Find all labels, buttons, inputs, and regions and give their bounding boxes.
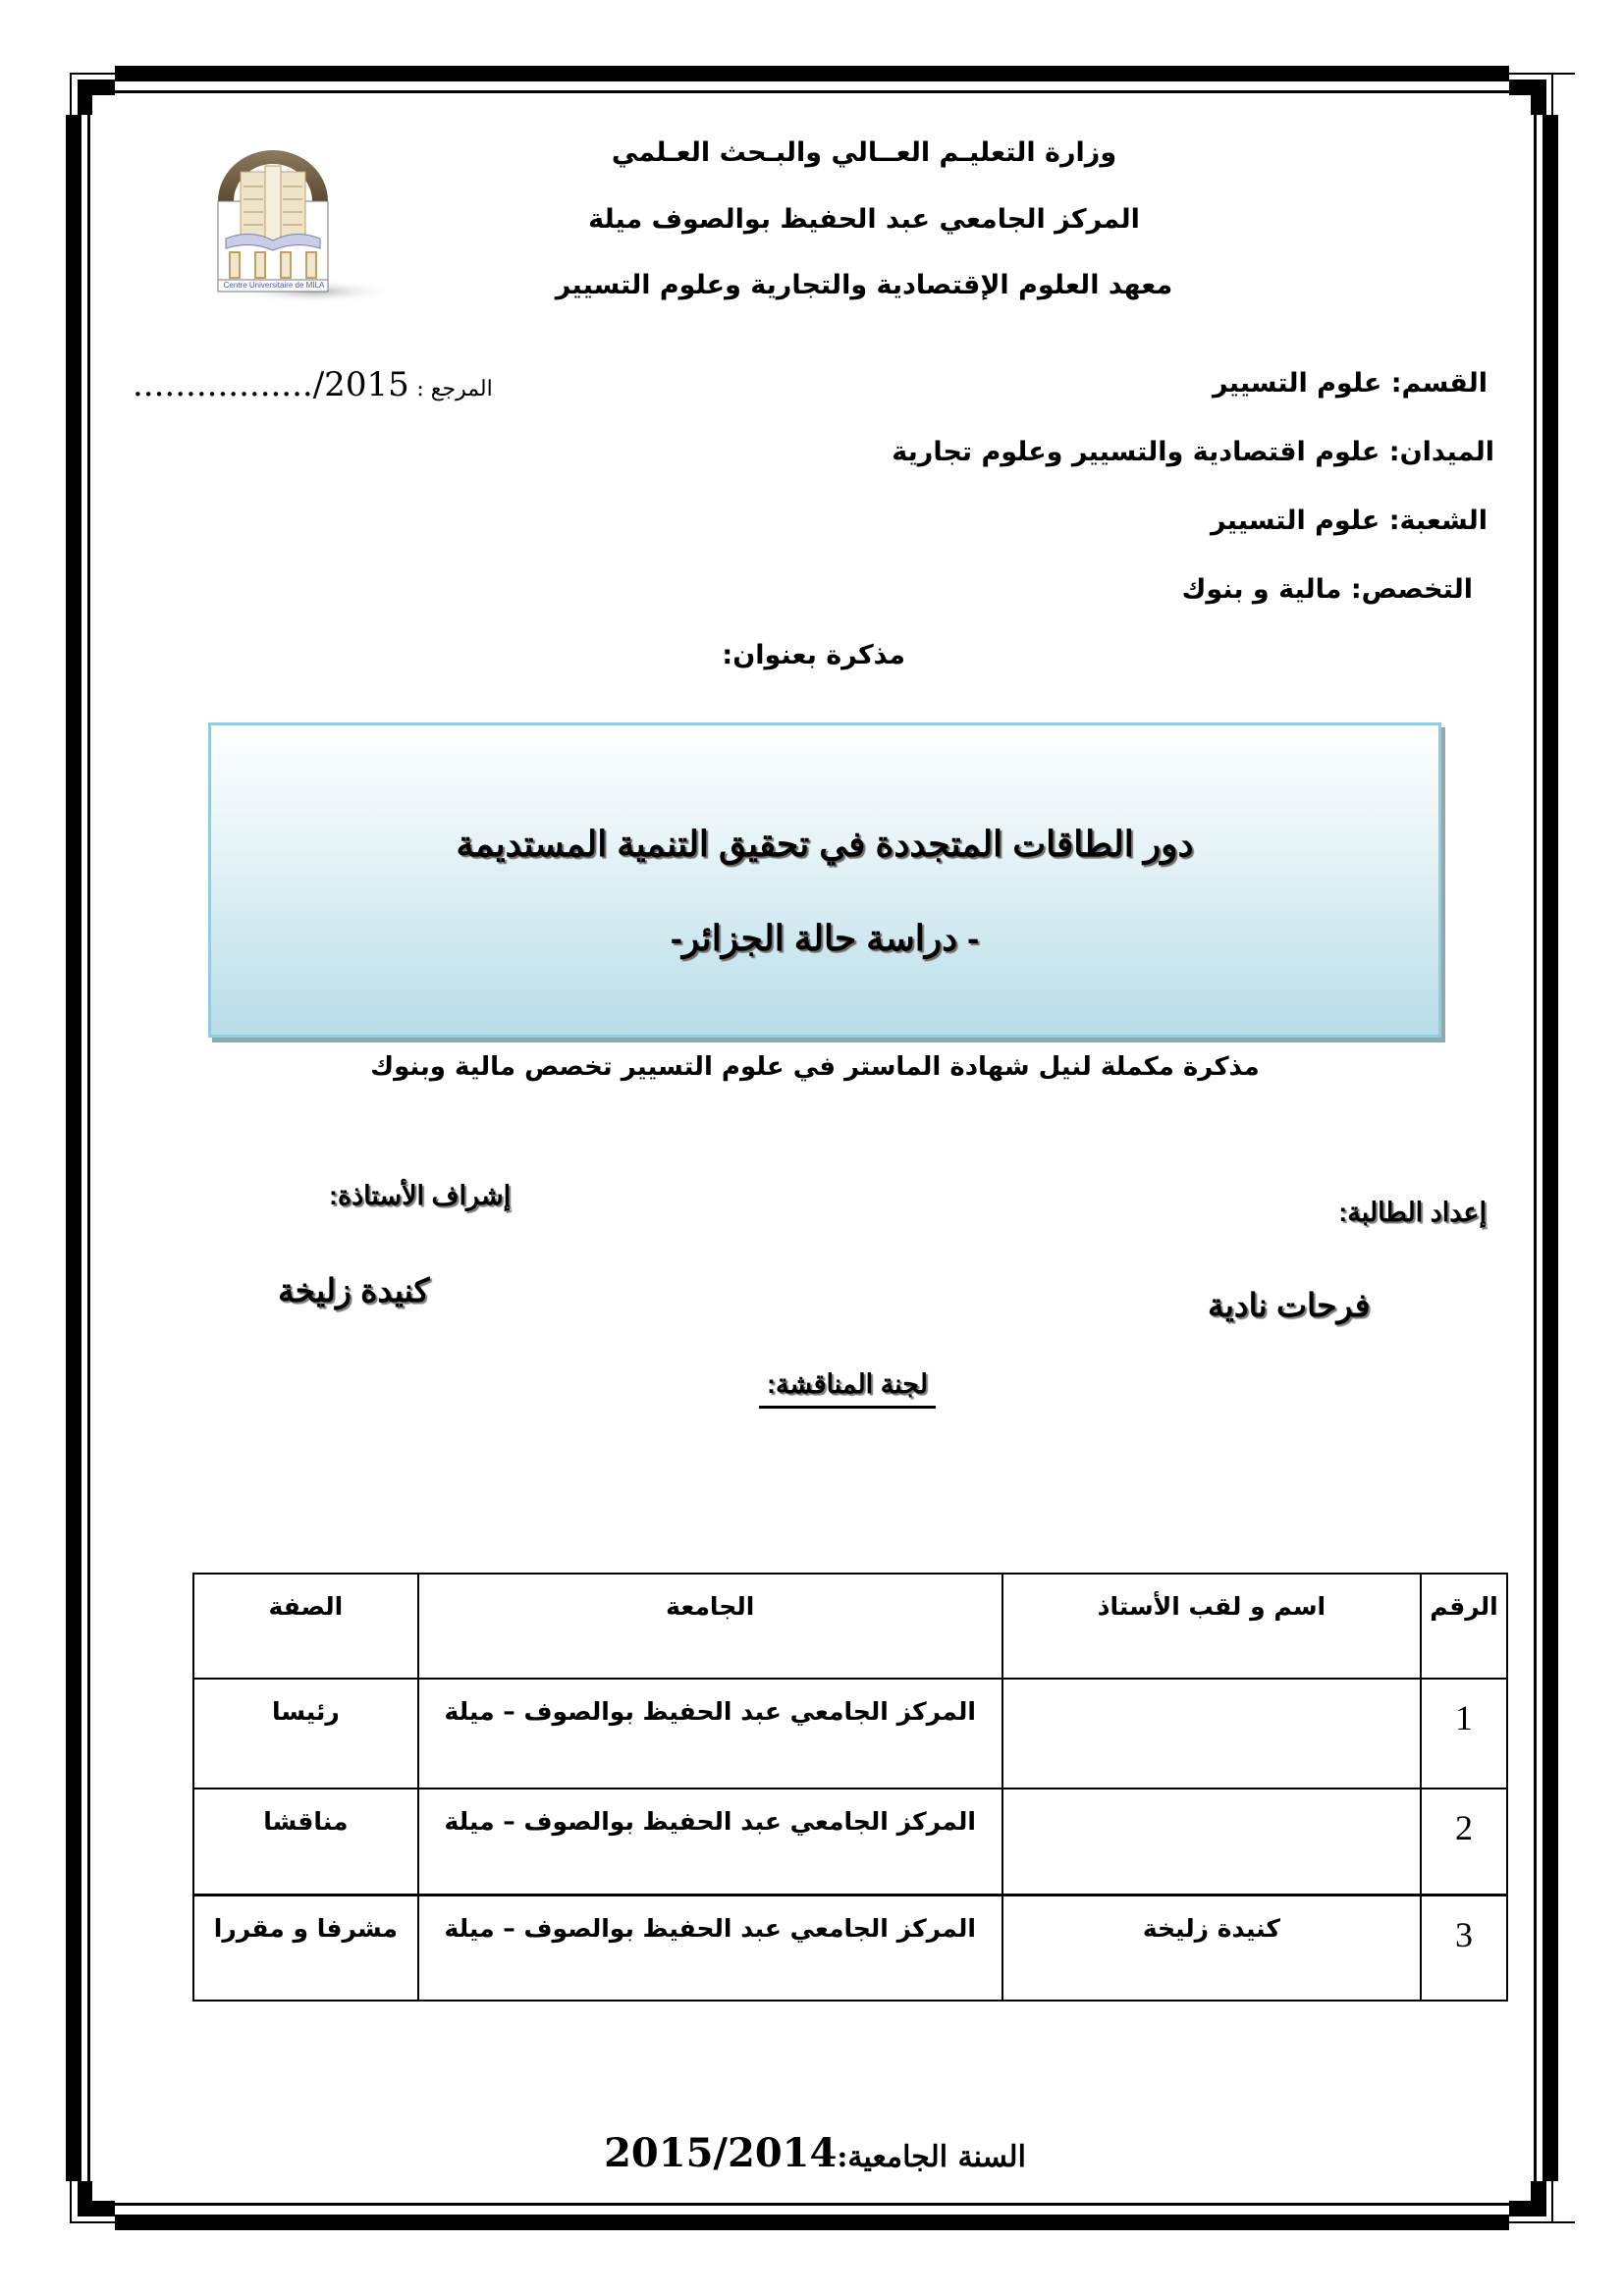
border-inner-bottom	[115, 2203, 1509, 2206]
border-inner-left	[87, 115, 90, 2181]
committee-heading-wrap	[759, 1369, 936, 1409]
border-inner-top	[115, 90, 1509, 93]
border-thick-right	[1543, 115, 1558, 2181]
student-label: إعداد الطالبة:	[1338, 1198, 1487, 1227]
university-name: المركز الجامعي عبد الحفيظ بوالصوف ميلة	[588, 204, 1140, 235]
table-row	[193, 1789, 1507, 1895]
branch-field: الشعبة: علوم التسيير	[1210, 506, 1488, 536]
column-header-role: الصفة	[193, 1574, 418, 1679]
reference-value: ................./2015	[133, 365, 409, 404]
academic-year-value: 2015/2014	[604, 2130, 838, 2176]
border-thick-top	[115, 66, 1509, 81]
border-thick-bottom	[115, 2215, 1509, 2230]
supervisor-label: إشراف الأستاذة:	[329, 1181, 512, 1210]
row-university: المركز الجامعي عبد الحفيظ بوالصوف – ميلة	[418, 1895, 1002, 2001]
corner-bl-v	[78, 2181, 92, 2216]
border-thick-left	[66, 115, 81, 2181]
corner-tr-v	[1531, 80, 1546, 115]
row-number: 3	[1421, 1895, 1507, 2001]
column-header-number: الرقم	[1421, 1574, 1507, 1679]
supervisor-name: كنيدة زليخة	[278, 1272, 430, 1308]
corner-br-v	[1531, 2181, 1546, 2216]
table-header-row	[193, 1574, 1507, 1679]
committee-heading-underline	[759, 1406, 936, 1409]
academic-year-label: السنة الجامعية:	[837, 2140, 1026, 2174]
column-header-university: الجامعة	[418, 1574, 1002, 1679]
specialty-field: التخصص: مالية و بنوك	[1181, 574, 1473, 605]
border-inner-right	[1534, 115, 1537, 2181]
committee-heading: لجنة المناقشة:	[767, 1369, 928, 1399]
row-name	[1002, 1789, 1421, 1895]
logo-caption: Centre Universitaire de MILA	[223, 281, 325, 290]
row-number: 1	[1421, 1679, 1507, 1789]
institute-name: معهد العلوم الإقتصادية والتجارية وعلوم التسيير	[555, 270, 1173, 300]
committee-table	[192, 1573, 1508, 2002]
domain-field: الميدان: علوم اقتصادية والتسيير وعلوم تجارية	[892, 437, 1494, 467]
thesis-subtitle: - دراسة حالة الجزائر-	[670, 918, 980, 958]
table-row	[193, 1895, 1507, 2001]
reference-label: المرجع :	[416, 377, 493, 401]
row-role: مناقشا	[193, 1789, 418, 1895]
ministry-name: وزارة التعليـم العــالي والبـحث العـلمي	[611, 137, 1117, 168]
row-university: المركز الجامعي عبد الحفيظ بوالصوف – ميلة	[418, 1789, 1002, 1895]
university-logo	[196, 142, 403, 314]
thesis-title: دور الطاقات المتجددة في تحقيق التنمية المستديمة	[456, 824, 1194, 864]
row-name: كنيدة زليخة	[1002, 1895, 1421, 2001]
row-role: رئيسا	[193, 1679, 418, 1789]
student-name: فرحات نادية	[1208, 1287, 1371, 1323]
row-university: المركز الجامعي عبد الحفيظ بوالصوف – ميلة	[418, 1679, 1002, 1789]
column-header-name: اسم و لقب الأستاذ	[1002, 1574, 1421, 1679]
row-name	[1002, 1679, 1421, 1789]
academic-year	[530, 2130, 1100, 2176]
row-role: مشرفا و مقررا	[193, 1895, 418, 2001]
table-row	[193, 1679, 1507, 1789]
thesis-title-box	[208, 722, 1441, 1038]
department-field: القسم: علوم التسيير	[1213, 368, 1488, 399]
row-number: 2	[1421, 1789, 1507, 1895]
memo-titled-label: مذكرة بعنوان:	[722, 640, 905, 670]
corner-tl-v	[78, 80, 92, 115]
degree-statement: مذكرة مكملة لنيل شهادة الماستر في علوم التسيير تخصص مالية وبنوك	[370, 1052, 1260, 1082]
reference-line	[133, 365, 493, 404]
